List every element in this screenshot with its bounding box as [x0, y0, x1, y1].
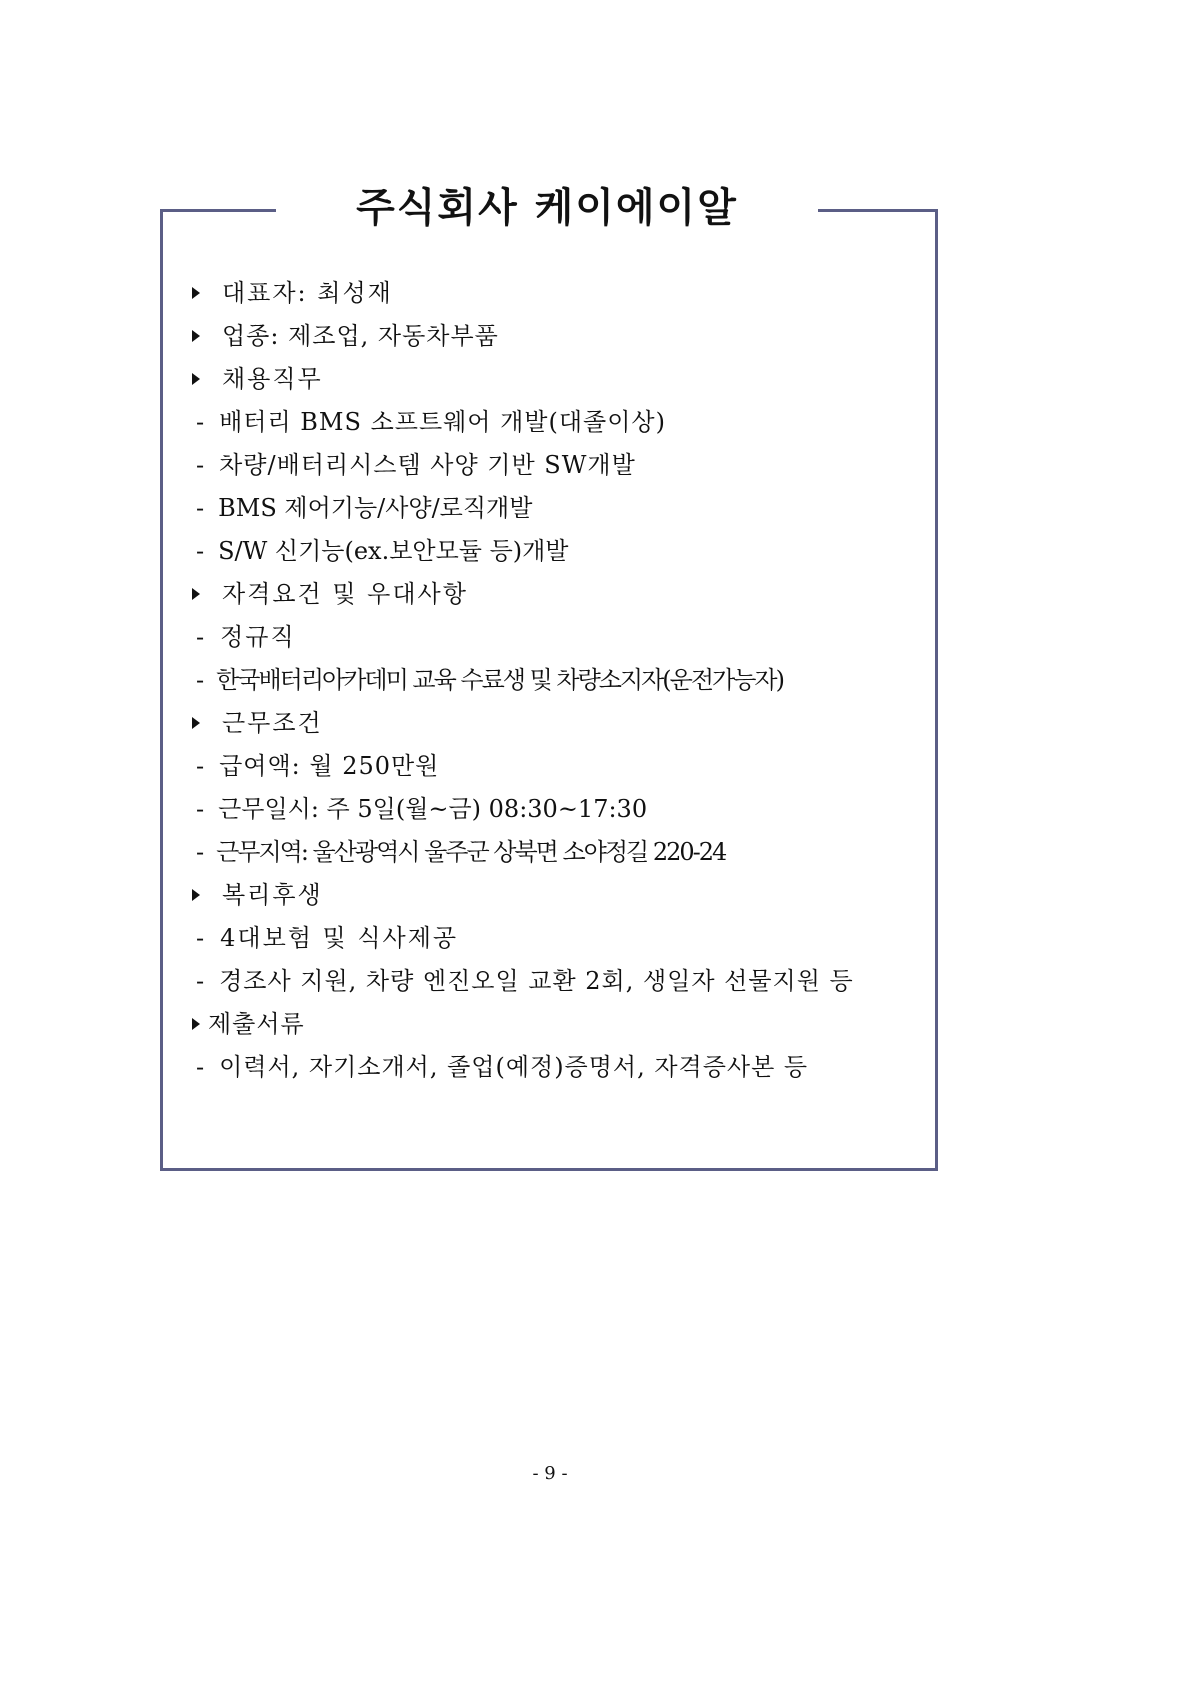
qualifications-heading: 자격요건 및 우대사항	[222, 580, 468, 608]
frame-top-left-line	[160, 209, 276, 212]
condition-item: - 급여액: 월 250만원	[196, 752, 440, 780]
qualification-item: - 한국배터리아카데미 교육 수료생 및 차량소지자(운전가능자)	[196, 666, 783, 694]
duty-item: - 차량/배터리시스템 사양 기반 SW개발	[196, 451, 636, 479]
qualification-text: 한국배터리아카데미 교육 수료생 및 차량소지자(운전가능자)	[216, 666, 783, 694]
welfare-heading-line	[188, 879, 323, 911]
duty-item: - BMS 제어기능/사양/로직개발	[196, 494, 533, 522]
frame-top-right-line	[818, 209, 938, 212]
duty-text: S/W 신기능(ex.보안모듈 등)개발	[218, 537, 569, 565]
welfare-heading: 복리후생	[222, 881, 323, 909]
qualification-item: - 정규직	[196, 623, 296, 651]
triangle-bullet-icon	[192, 330, 200, 342]
document-item: - 이력서, 자기소개서, 졸업(예정)증명서, 자격증사본 등	[196, 1053, 809, 1081]
conditions-heading-line	[188, 707, 323, 739]
frame-left-line	[160, 209, 163, 1171]
frame-right-line	[935, 209, 938, 1171]
documents-heading-line	[188, 1008, 305, 1040]
duty-text: 차량/배터리시스템 사양 기반 SW개발	[219, 451, 636, 479]
duty-text: 배터리 BMS 소프트웨어 개발(대졸이상)	[219, 408, 666, 436]
condition-text: 근무지역: 울산광역시 울주군 상북면 소야정길 220-24	[216, 838, 726, 866]
triangle-bullet-icon	[192, 373, 200, 385]
industry-line	[188, 320, 499, 352]
duty-item: - 배터리 BMS 소프트웨어 개발(대졸이상)	[196, 408, 666, 436]
triangle-bullet-icon	[192, 588, 200, 600]
condition-text: 근무일시: 주 5일(월~금) 08:30~17:30	[218, 795, 648, 823]
frame-bottom-line	[160, 1168, 938, 1171]
welfare-text: 4대보험 및 식사제공	[220, 924, 459, 952]
documents-heading: 제출서류	[208, 1010, 305, 1038]
duties-heading-line	[188, 363, 323, 395]
triangle-bullet-icon	[192, 717, 200, 729]
conditions-heading: 근무조건	[222, 709, 323, 737]
page-number: - 9 -	[532, 1463, 568, 1484]
welfare-item: - 경조사 지원, 차량 엔진오일 교환 2회, 생일자 선물지원 등	[196, 967, 854, 995]
condition-text: 급여액: 월 250만원	[219, 752, 440, 780]
condition-item: - 근무지역: 울산광역시 울주군 상북면 소야정길 220-24	[196, 838, 726, 866]
qualifications-heading-line	[188, 578, 468, 610]
triangle-bullet-icon	[192, 889, 200, 901]
representative-line	[188, 277, 393, 309]
triangle-bullet-icon	[192, 1018, 200, 1030]
welfare-text: 경조사 지원, 차량 엔진오일 교환 2회, 생일자 선물지원 등	[219, 967, 854, 995]
triangle-bullet-icon	[192, 287, 200, 299]
duty-text: BMS 제어기능/사양/로직개발	[218, 494, 533, 522]
industry-text: 업종: 제조업, 자동차부품	[222, 322, 499, 350]
document-text: 이력서, 자기소개서, 졸업(예정)증명서, 자격증사본 등	[219, 1053, 809, 1081]
company-title: 주식회사 케이에이알	[356, 185, 738, 231]
duties-heading: 채용직무	[222, 365, 323, 393]
representative-text: 대표자: 최성재	[222, 279, 393, 307]
welfare-item: - 4대보험 및 식사제공	[196, 924, 459, 952]
qualification-text: 정규직	[220, 623, 296, 651]
duty-item: - S/W 신기능(ex.보안모듈 등)개발	[196, 537, 569, 565]
condition-item: - 근무일시: 주 5일(월~금) 08:30~17:30	[196, 795, 648, 823]
